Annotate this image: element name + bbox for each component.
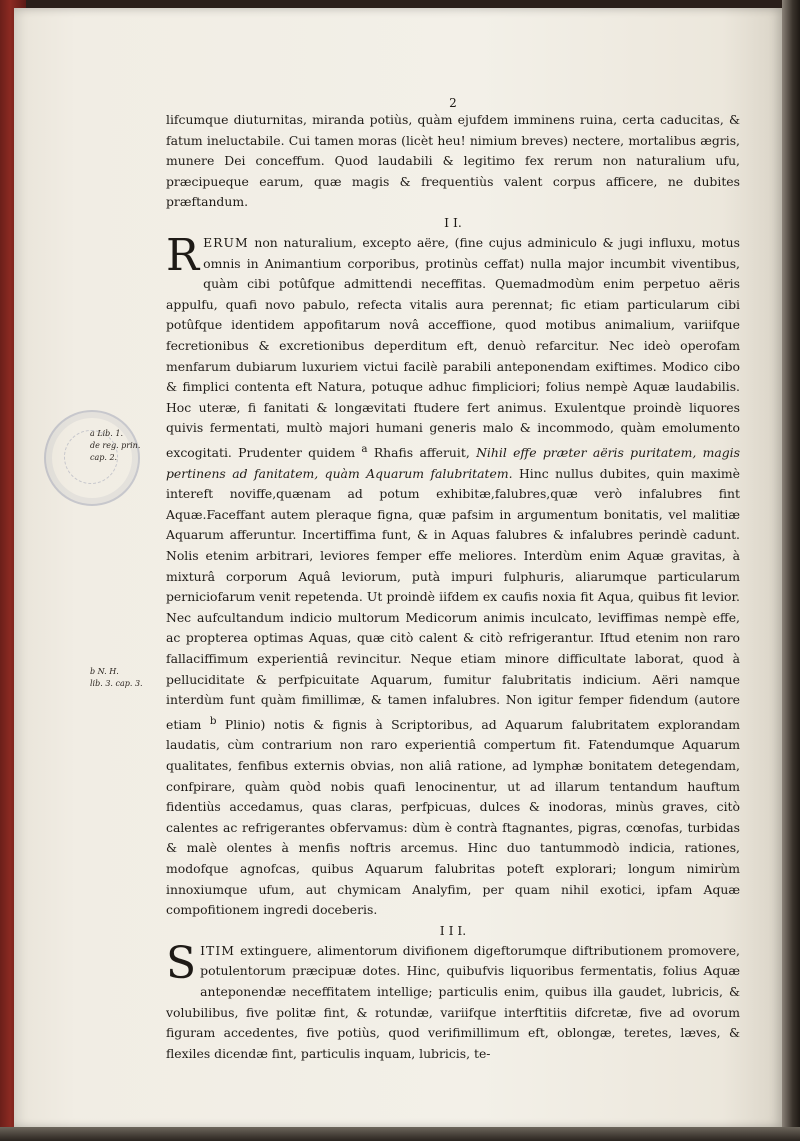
paragraph-section-ii [166, 229, 741, 921]
margin-note-a-line3: cap. 2. [90, 453, 118, 462]
drop-cap-s: S [166, 937, 197, 989]
margin-note-a [90, 428, 160, 464]
footnote-b-marker: b [209, 714, 217, 727]
margin-note-b [90, 666, 160, 690]
rhasis-quote: Nihil effe præter aëris puritatem, magis pertinens ad fanitatem, quàm Aquarum falubritatem. [166, 445, 740, 481]
section-heading-iii: I I I. [439, 922, 467, 938]
section-ii-text-2: Rhafis afferuit, [367, 445, 477, 461]
paragraph-section-iii [166, 937, 740, 1065]
margin-note-b-line2: lib. 3. cap. 3. [90, 679, 143, 688]
margin-note-a-line1: a Lib. 1. [90, 429, 124, 438]
section-ii-text-3: Hinc nullus dubites, quin maximè intereft noviffe,quænam ad potum exhibitæ,falubres,quæ verò infalubres fint Aquæ.Faceffant autem pleraque figna, quæ pafsim in argumentum bonitatis, vel malitiæ Aquarum afferuntur. Incertiffima funt, & in Aquas falubres & infalubres perindè cadunt. Nolis etenim arbitrari, leviores femper effe meliores. Interdùm enim Aquæ gravitas, à mixturâ corporum Aquâ leviorum, putà impuri fulphuris, aliarumque particularum perniciofarum venit repetenda. Ut proindè iifdem ex caufis noxia fit Aqua, quibus fit levior. Nec aufcultandum indicio multorum Medicorum animis inculcato, leviffimas nempè effe, ac propterea optimas Aquas, quæ citò calent & citò refrigerantur. Iftud etenim non raro fallaciffimum experientiâ revincitur. Neque etiam minore difficultate laborat, quod à pelluciditate & perfpicuitate Aquarum, fumitur falubritatis indicium. Aëri namque interdùm funt quàm fimillimæ, & tamen infalubres. Non igitur femper fidendum (autore etiam [166, 465, 741, 732]
section-ii-text-1: non naturalium, excepto aëre, (fine cujus adminiculo & jugi influxu, motus omnis in Animantium corporibus, protinùs ceffat) nulla major incumbit viventibus, quàm cibi potûfque admittendi neceffitas. Quemadmodùm enim perpetuo aëris appulfu, quafi novo pabulo, refecta vitalis aura perennat; fic etiam particularum cibi potûfque identidem appofitarum novâ acceffione, quod motibus animalium, variifque fecretionibus & excretionibus deperditum eft, denuò refarcitur. Nec ideò operofam menfarum dubiarum luxuriem victui facilè parabili anteponendam exiftimes. Modico cibo & fimplici contenta eft Natura, potuque adhuc fimpliciori; folius nempè Aquæ laudabilis. Hoc uteræ, fi fanitati & longævitati ftudere fert animus. Exulentque proindè liquores quivis fermentati, multò majori humani generis malo & incommodo, quàm emolumento excogitati. Prudenter quidem [166, 234, 740, 461]
margin-note-b-line1: b N. H. [90, 667, 119, 676]
drop-cap-r: R [166, 229, 200, 281]
footnote-a-marker: a [361, 442, 368, 455]
section-ii-first-word: ERUM [203, 234, 249, 250]
text-body [166, 96, 740, 1064]
paragraph-intro: lifcumque diuturnitas, miranda potiùs, quàm ejufdem imminens ruina, certa caducitas, & fatum ineluctabile. Cui tamen moras (licèt heu! nimium breves) nectere, mortalibus ægris, munere Dei conceffum. Quod laudabili & legitimo fex rerum non naturalium ufu, præcipueque earum, quæ magis & frequentiùs valent corpus afficere, ne dubites præftandum. [166, 112, 740, 210]
section-iii-first-word: ITIM [200, 942, 235, 958]
margin-note-a-line2: de reg. prin. [90, 441, 141, 450]
page-bottom-edge [0, 1127, 800, 1141]
page-number: 2 [449, 96, 457, 110]
page-right-edge [782, 0, 800, 1141]
section-heading-ii: I I. [444, 214, 462, 230]
section-iii-text: extinguere, alimentorum divifionem digeftorumque diftributionem promovere, potulentorum præcipuæ dotes. Hinc, quibufvis liquoribus fermentatis, folius Aquæ anteponendæ neceffitatem intellige; particulis enim, quibus illa gaudet, lubricis, & volubilibus, five politæ fint, & rotundæ, variifque interftitiis difcretæ, five ad ovorum figuram accedentes, five potiùs, quod verifimillimum eft, oblongæ, teretes, læves, & flexiles dicendæ fint, particulis inquam, lubricis, te- [166, 942, 740, 1061]
section-ii-text-4: Plinio) notis & fignis à Scriptoribus, ad Aquarum falubritatem explorandam laudatis, cùm contrarium non raro experientiâ compertum fit. Fatendumque Aquarum qualitates, fenfibus externis obvias, non aliâ ratione, ad lymphæ bonitatem detegendam, confpirare, quàm quòd nobis quafi lenocinentur, ut ad illarum tentandum hauftum fidentiùs accedamus, quas claras, perfpicuas, dulces & inodoras, minùs graves, citò calentes ac refrigerantes obfervamus: dùm è contrà ftagnantes, pigras, cœnofas, turbidas & malè olentes à menfis noftris arcemus. Hinc duo tantummodò indicia, rationes, modofque agnofcas, quibus Aquarum falubritas poteft explorari; longum nimirùm innoxiumque ufum, aut chymicam Analyfim, per quam nihil exotici, ipfam Aquæ compofitionem ingredi doceberis. [166, 716, 741, 918]
